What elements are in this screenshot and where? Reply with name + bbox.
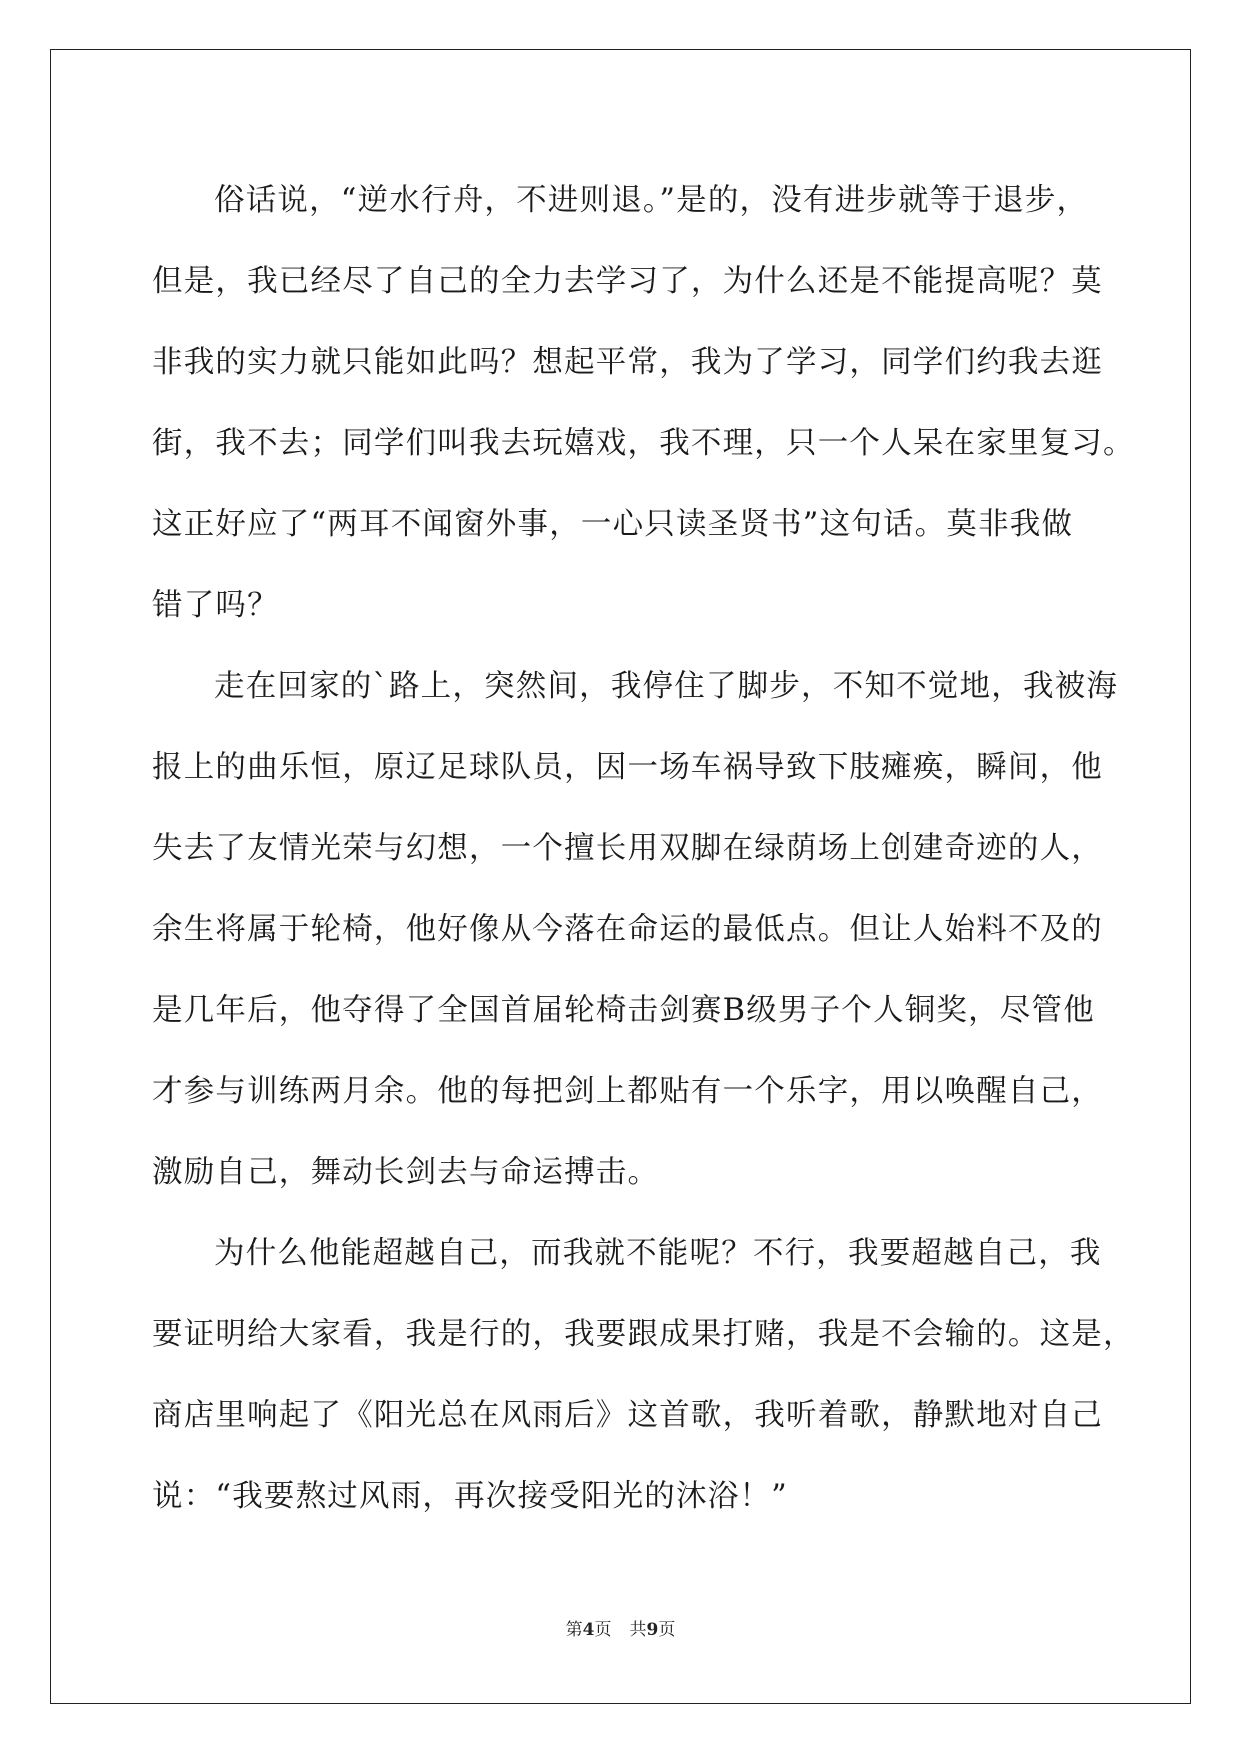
text-line: 是几年后，他夺得了全国首届轮椅击剑赛B级男子个人铜奖，尽管他 bbox=[152, 993, 1095, 1028]
text-line: 但是，我已经尽了自己的全力去学习了，为什么还是不能提高呢？莫 bbox=[152, 264, 1103, 299]
text-line: 才参与训练两月余。他的每把剑上都贴有一个乐字，用以唤醒自己， bbox=[152, 1074, 1103, 1109]
text-line: 要证明给大家看，我是行的，我要跟成果打赌，我是不会输的。这是， bbox=[152, 1317, 1135, 1352]
page-footer bbox=[0, 1615, 1241, 1640]
text-line: 错了吗？ bbox=[152, 588, 279, 623]
document-body bbox=[152, 160, 1135, 1537]
total-suffix: 页 bbox=[658, 1620, 676, 1640]
text-line: 报上的曲乐恒，原辽足球队员，因一场车祸导致下肢瘫痪，瞬间，他 bbox=[152, 750, 1103, 785]
text-line: 失去了友情光荣与幻想，一个擅长用双脚在绿荫场上创建奇迹的人， bbox=[152, 831, 1103, 866]
text-line: 非我的实力就只能如此吗？想起平常，我为了学习，同学们约我去逛 bbox=[152, 345, 1103, 380]
text-line: 余生将属于轮椅，他好像从今落在命运的最低点。但让人始料不及的 bbox=[152, 912, 1103, 947]
total-prefix: 共 bbox=[629, 1620, 647, 1640]
page-total-number: 9 bbox=[646, 1620, 659, 1640]
text-line: 激励自己，舞动长剑去与命运搏击。 bbox=[152, 1155, 660, 1190]
page-current-number: 4 bbox=[582, 1620, 595, 1640]
text-line: 这正好应了“两耳不闻窗外事，一心只读圣贤书”这句话。莫非我做 bbox=[152, 507, 1074, 542]
text-line: 为什么他能超越自己，而我就不能呢？不行，我要超越自己，我 bbox=[214, 1236, 1102, 1271]
text-line: 说：“我要熬过风雨，再次接受阳光的沐浴！” bbox=[152, 1479, 788, 1514]
paragraph-2 bbox=[152, 646, 1119, 1213]
paragraph-1 bbox=[152, 160, 1135, 646]
text-line: 街，我不去；同学们叫我去玩嬉戏，我不理，只一个人呆在家里复习。 bbox=[152, 426, 1135, 461]
page-prefix: 第 bbox=[565, 1620, 583, 1640]
text-line: 俗话说，“逆水行舟，不进则退。”是的，没有进步就等于退步， bbox=[214, 183, 1089, 218]
text-line: 商店里响起了《阳光总在风雨后》这首歌，我听着歌，静默地对自己 bbox=[152, 1398, 1103, 1433]
page-suffix: 页 bbox=[594, 1620, 612, 1640]
text-line: 走在回家的`路上，突然间，我停住了脚步，不知不觉地，我被海 bbox=[214, 669, 1119, 704]
paragraph-3 bbox=[152, 1213, 1135, 1537]
